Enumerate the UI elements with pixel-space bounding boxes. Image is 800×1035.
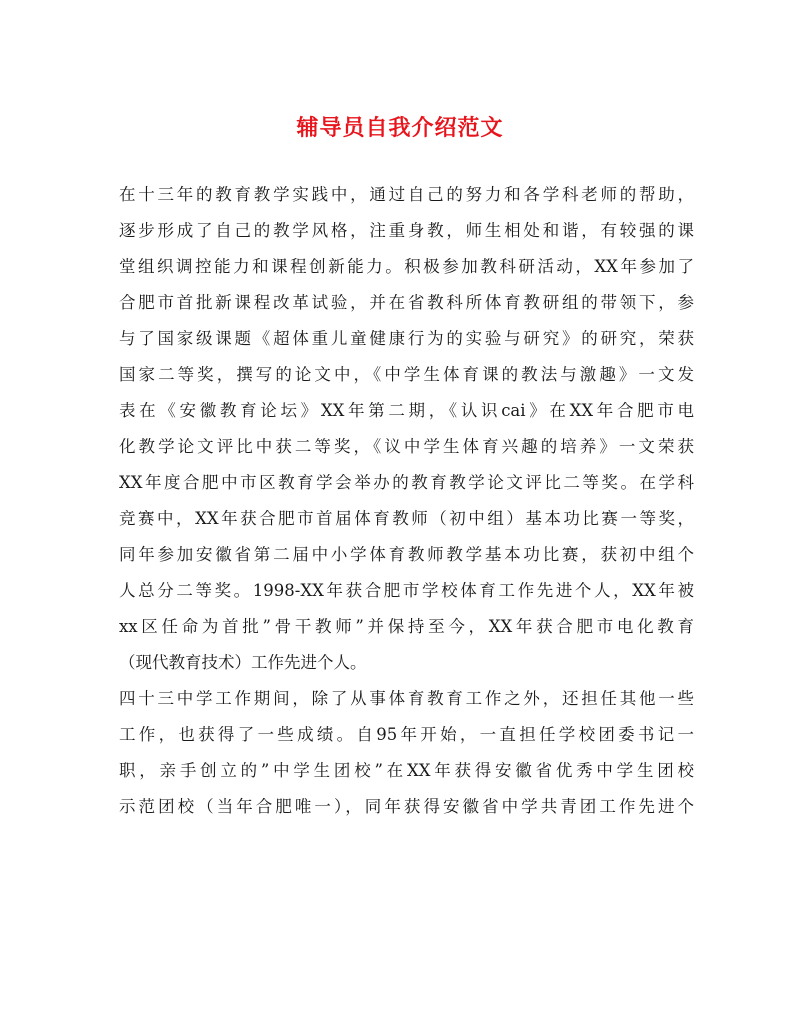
text-line: 合肥市首批新课程改革试验，并在省教科所体育教研组的带领下，参 <box>119 293 694 312</box>
text-line: XX年度合肥中市区教育学会举办的教育教学论文评比二等奖。在学科 <box>119 473 694 492</box>
text-line: （现代教育技术）工作先进个人。 <box>119 653 367 672</box>
text-line: 逐步形成了自己的教学风格，注重身教，师生相处和谐，有较强的课 <box>119 221 694 240</box>
document-body <box>119 177 694 825</box>
text-line: 职，亲手创立的”中学生团校”在XX年获得安徽省优秀中学生团校 <box>119 761 694 780</box>
text-line: 与了国家级课题《超体重儿童健康行为的实验与研究》的研究，荣获 <box>119 329 694 348</box>
text-line: 四十三中学工作期间，除了从事体育教育工作之外，还担任其他一些 <box>119 689 694 708</box>
text-line: 表在《安徽教育论坛》XX年第二期，《认识cai》在XX年合肥市电 <box>119 401 694 420</box>
text-line: 工作，也获得了一些成绩。自95年开始，一直担任学校团委书记一 <box>119 725 694 744</box>
paragraph-2 <box>119 681 694 825</box>
text-line: 化教学论文评比中获二等奖，《议中学生体育兴趣的培养》一文荣获 <box>119 437 694 456</box>
text-line: 同年参加安徽省第二届中小学体育教师教学基本功比赛，获初中组个 <box>119 545 694 564</box>
paragraph-1 <box>119 177 694 681</box>
text-line: 竞赛中，XX年获合肥市首届体育教师（初中组）基本功比赛一等奖， <box>119 509 694 528</box>
text-line: 在十三年的教育教学实践中，通过自己的努力和各学科老师的帮助， <box>119 185 694 204</box>
text-line: 国家二等奖，撰写的论文中，《中学生体育课的教法与激趣》一文发 <box>119 365 694 384</box>
text-line: 示范团校（当年合肥唯一），同年获得安徽省中学共青团工作先进个 <box>119 797 694 816</box>
text-line: 堂组织调控能力和课程创新能力。积极参加教科研活动，XX年参加了 <box>119 257 694 276</box>
text-line: xx区任命为首批”骨干教师”并保持至今，XX年获合肥市电化教育 <box>119 617 694 636</box>
document-title: 辅导员自我介绍范文 <box>296 115 504 141</box>
text-line: 人总分二等奖。1998-XX年获合肥市学校体育工作先进个人，XX年被 <box>119 581 694 600</box>
